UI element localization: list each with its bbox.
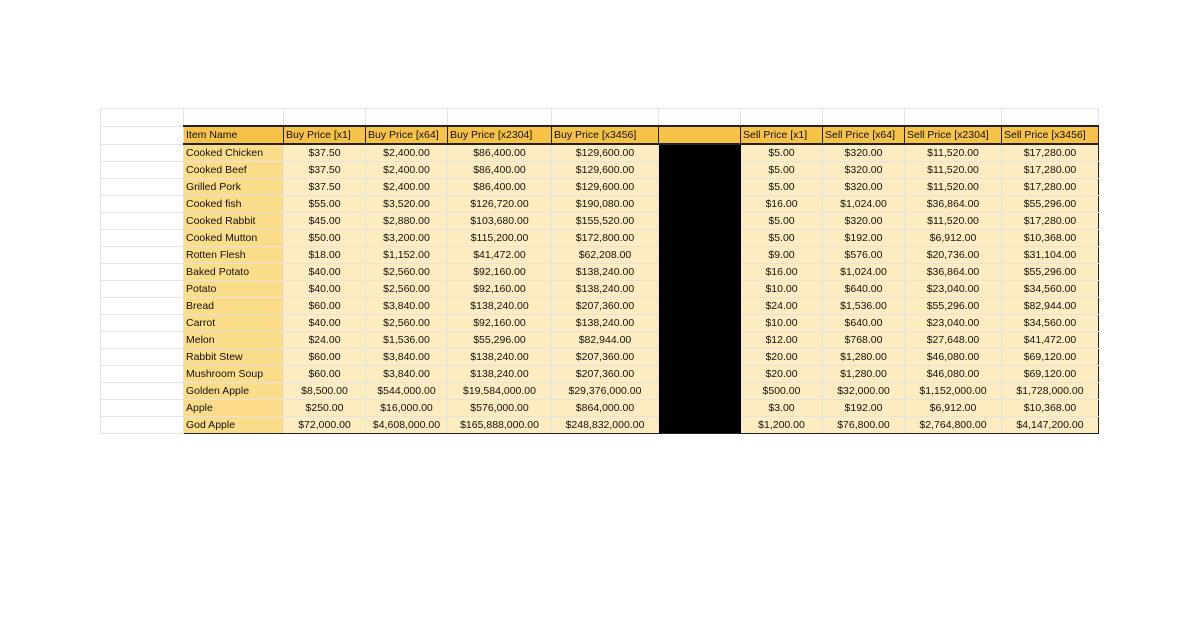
table-row — [101, 298, 1099, 315]
sell-price-cell[interactable]: $320.00 — [823, 179, 905, 196]
buy-price-cell[interactable]: $62,208.00 — [552, 247, 659, 264]
table-row — [101, 400, 1099, 417]
buy-price-cell[interactable]: $2,560.00 — [366, 315, 448, 332]
sell-price-cell[interactable]: $11,520.00 — [905, 144, 1002, 162]
table-row — [101, 332, 1099, 349]
blacked-out-cell[interactable] — [659, 281, 741, 298]
empty-cell[interactable] — [448, 109, 552, 127]
item-name-cell[interactable]: Potato — [184, 281, 284, 298]
sell-price-cell[interactable]: $76,800.00 — [823, 417, 905, 434]
empty-cell[interactable] — [101, 400, 184, 417]
buy-price-cell[interactable]: $2,560.00 — [366, 281, 448, 298]
empty-cell[interactable] — [101, 349, 184, 366]
empty-cell[interactable] — [905, 109, 1002, 127]
empty-cell[interactable] — [101, 315, 184, 332]
sell-price-cell[interactable]: $5.00 — [741, 213, 823, 230]
item-name-cell[interactable]: Apple — [184, 400, 284, 417]
blacked-out-cell[interactable] — [659, 247, 741, 264]
buy-price-cell[interactable]: $86,400.00 — [448, 162, 552, 179]
buy-price-cell[interactable]: $172,800.00 — [552, 230, 659, 247]
empty-grid-row — [101, 109, 1099, 127]
sell-price-cell[interactable]: $500.00 — [741, 383, 823, 400]
buy-price-cell[interactable]: $165,888,000.00 — [448, 417, 552, 434]
empty-cell[interactable] — [741, 109, 823, 127]
buy-price-cell[interactable]: $55,296.00 — [448, 332, 552, 349]
empty-cell[interactable] — [366, 109, 448, 127]
sell-price-cell[interactable]: $10,368.00 — [1002, 400, 1099, 417]
buy-price-cell[interactable]: $3,840.00 — [366, 349, 448, 366]
buy-price-cell[interactable]: $41,472.00 — [448, 247, 552, 264]
sell-price-cell[interactable]: $2,764,800.00 — [905, 417, 1002, 434]
empty-cell[interactable] — [1002, 109, 1099, 127]
sell-price-cell[interactable]: $34,560.00 — [1002, 315, 1099, 332]
item-name-cell[interactable]: Cooked Mutton — [184, 230, 284, 247]
sell-price-cell[interactable]: $320.00 — [823, 162, 905, 179]
sell-price-cell[interactable]: $46,080.00 — [905, 366, 1002, 383]
empty-cell[interactable] — [284, 109, 366, 127]
empty-cell[interactable] — [101, 417, 184, 434]
table-row — [101, 366, 1099, 383]
sell-price-cell[interactable]: $6,912.00 — [905, 230, 1002, 247]
sell-price-cell[interactable]: $41,472.00 — [1002, 332, 1099, 349]
buy-price-cell[interactable]: $92,160.00 — [448, 264, 552, 281]
column-header[interactable]: Buy Price [x1] — [284, 126, 366, 144]
sell-price-cell[interactable]: $55,296.00 — [905, 298, 1002, 315]
sell-price-cell[interactable]: $5.00 — [741, 144, 823, 162]
buy-price-cell[interactable]: $1,152.00 — [366, 247, 448, 264]
sell-price-cell[interactable]: $5.00 — [741, 230, 823, 247]
buy-price-cell[interactable]: $86,400.00 — [448, 144, 552, 162]
buy-price-cell[interactable]: $864,000.00 — [552, 400, 659, 417]
sell-price-cell[interactable]: $4,147,200.00 — [1002, 417, 1099, 434]
item-name-cell[interactable]: Cooked Rabbit — [184, 213, 284, 230]
buy-price-cell[interactable]: $60.00 — [284, 298, 366, 315]
column-header[interactable]: Item Name — [184, 126, 284, 144]
sell-price-cell[interactable]: $17,280.00 — [1002, 144, 1099, 162]
sell-price-cell[interactable]: $20.00 — [741, 366, 823, 383]
item-name-cell[interactable]: Cooked Beef — [184, 162, 284, 179]
buy-price-cell[interactable]: $92,160.00 — [448, 315, 552, 332]
empty-cell[interactable] — [101, 213, 184, 230]
sell-price-cell[interactable]: $36,864.00 — [905, 196, 1002, 213]
sell-price-cell[interactable]: $10.00 — [741, 315, 823, 332]
sell-price-cell[interactable]: $576.00 — [823, 247, 905, 264]
buy-price-cell[interactable]: $92,160.00 — [448, 281, 552, 298]
sell-price-cell[interactable]: $17,280.00 — [1002, 179, 1099, 196]
buy-price-cell[interactable]: $2,560.00 — [366, 264, 448, 281]
sell-price-cell[interactable]: $640.00 — [823, 281, 905, 298]
table-row — [101, 247, 1099, 264]
sell-price-cell[interactable]: $20,736.00 — [905, 247, 1002, 264]
blacked-out-cell[interactable] — [659, 179, 741, 196]
buy-price-cell[interactable]: $138,240.00 — [552, 264, 659, 281]
blacked-out-cell[interactable] — [659, 264, 741, 281]
column-header[interactable] — [659, 126, 741, 144]
sell-price-cell[interactable]: $16.00 — [741, 196, 823, 213]
column-header[interactable]: Buy Price [x3456] — [552, 126, 659, 144]
buy-price-cell[interactable]: $138,240.00 — [552, 315, 659, 332]
sell-price-cell[interactable]: $23,040.00 — [905, 315, 1002, 332]
buy-price-cell[interactable]: $190,080.00 — [552, 196, 659, 213]
buy-price-cell[interactable]: $8,500.00 — [284, 383, 366, 400]
sell-price-cell[interactable]: $1,152,000.00 — [905, 383, 1002, 400]
sell-price-cell[interactable]: $320.00 — [823, 144, 905, 162]
sell-price-cell[interactable]: $20.00 — [741, 349, 823, 366]
sell-price-cell[interactable]: $31,104.00 — [1002, 247, 1099, 264]
buy-price-cell[interactable]: $1,536.00 — [366, 332, 448, 349]
sell-price-cell[interactable]: $6,912.00 — [905, 400, 1002, 417]
sell-price-cell[interactable]: $46,080.00 — [905, 349, 1002, 366]
empty-cell[interactable] — [101, 196, 184, 213]
item-name-cell[interactable]: Melon — [184, 332, 284, 349]
sell-price-cell[interactable]: $55,296.00 — [1002, 196, 1099, 213]
buy-price-cell[interactable]: $86,400.00 — [448, 179, 552, 196]
buy-price-cell[interactable]: $3,520.00 — [366, 196, 448, 213]
buy-price-cell[interactable]: $40.00 — [284, 281, 366, 298]
blacked-out-cell[interactable] — [659, 332, 741, 349]
sell-price-cell[interactable]: $23,040.00 — [905, 281, 1002, 298]
buy-price-cell[interactable]: $2,400.00 — [366, 179, 448, 196]
buy-price-cell[interactable]: $60.00 — [284, 366, 366, 383]
empty-cell[interactable] — [101, 126, 184, 144]
item-name-cell[interactable]: Bread — [184, 298, 284, 315]
item-name-cell[interactable]: Rabbit Stew — [184, 349, 284, 366]
buy-price-cell[interactable]: $250.00 — [284, 400, 366, 417]
buy-price-cell[interactable]: $129,600.00 — [552, 144, 659, 162]
empty-cell[interactable] — [101, 264, 184, 281]
buy-price-cell[interactable]: $103,680.00 — [448, 213, 552, 230]
buy-price-cell[interactable]: $2,880.00 — [366, 213, 448, 230]
buy-price-cell[interactable]: $37.50 — [284, 179, 366, 196]
buy-price-cell[interactable]: $126,720.00 — [448, 196, 552, 213]
item-name-cell[interactable]: Grilled Pork — [184, 179, 284, 196]
sell-price-cell[interactable]: $5.00 — [741, 179, 823, 196]
sell-price-cell[interactable]: $16.00 — [741, 264, 823, 281]
empty-cell[interactable] — [101, 162, 184, 179]
sell-price-cell[interactable]: $1,728,000.00 — [1002, 383, 1099, 400]
buy-price-cell[interactable]: $82,944.00 — [552, 332, 659, 349]
sell-price-cell[interactable]: $1,280.00 — [823, 349, 905, 366]
empty-cell[interactable] — [101, 247, 184, 264]
buy-price-cell[interactable]: $55.00 — [284, 196, 366, 213]
table-row — [101, 162, 1099, 179]
sell-price-cell[interactable]: $69,120.00 — [1002, 366, 1099, 383]
table-row — [101, 281, 1099, 298]
sell-price-cell[interactable]: $1,536.00 — [823, 298, 905, 315]
item-name-cell[interactable]: God Apple — [184, 417, 284, 434]
buy-price-cell[interactable]: $3,840.00 — [366, 298, 448, 315]
empty-cell[interactable] — [101, 332, 184, 349]
buy-price-cell[interactable]: $115,200.00 — [448, 230, 552, 247]
item-name-cell[interactable]: Baked Potato — [184, 264, 284, 281]
table-row — [101, 144, 1099, 162]
sell-price-cell[interactable]: $12.00 — [741, 332, 823, 349]
blacked-out-cell[interactable] — [659, 349, 741, 366]
buy-price-cell[interactable]: $2,400.00 — [366, 162, 448, 179]
blacked-out-cell[interactable] — [659, 383, 741, 400]
sell-price-cell[interactable]: $11,520.00 — [905, 162, 1002, 179]
empty-cell[interactable] — [101, 298, 184, 315]
sell-price-cell[interactable]: $10,368.00 — [1002, 230, 1099, 247]
sell-price-cell[interactable]: $36,864.00 — [905, 264, 1002, 281]
buy-price-cell[interactable]: $29,376,000.00 — [552, 383, 659, 400]
buy-price-cell[interactable]: $16,000.00 — [366, 400, 448, 417]
buy-price-cell[interactable]: $129,600.00 — [552, 162, 659, 179]
empty-cell[interactable] — [101, 179, 184, 196]
item-name-cell[interactable]: Rotten Flesh — [184, 247, 284, 264]
buy-price-cell[interactable]: $50.00 — [284, 230, 366, 247]
table-row — [101, 179, 1099, 196]
header-row — [101, 126, 1099, 144]
sell-price-cell[interactable]: $82,944.00 — [1002, 298, 1099, 315]
buy-price-cell[interactable]: $138,240.00 — [448, 366, 552, 383]
blacked-out-cell[interactable] — [659, 162, 741, 179]
buy-price-cell[interactable]: $40.00 — [284, 264, 366, 281]
sell-price-cell[interactable]: $9.00 — [741, 247, 823, 264]
buy-price-cell[interactable]: $72,000.00 — [284, 417, 366, 434]
blacked-out-cell[interactable] — [659, 366, 741, 383]
empty-cell[interactable] — [101, 109, 184, 127]
blacked-out-cell[interactable] — [659, 230, 741, 247]
price-table — [100, 108, 1099, 434]
buy-price-cell[interactable]: $129,600.00 — [552, 179, 659, 196]
sell-price-cell[interactable]: $17,280.00 — [1002, 213, 1099, 230]
item-name-cell[interactable]: Cooked Chicken — [184, 144, 284, 162]
sell-price-cell[interactable]: $17,280.00 — [1002, 162, 1099, 179]
buy-price-cell[interactable]: $576,000.00 — [448, 400, 552, 417]
buy-price-cell[interactable]: $4,608,000.00 — [366, 417, 448, 434]
buy-price-cell[interactable]: $138,240.00 — [448, 349, 552, 366]
blacked-out-cell[interactable] — [659, 213, 741, 230]
empty-cell[interactable] — [101, 383, 184, 400]
sell-price-cell[interactable]: $3.00 — [741, 400, 823, 417]
item-name-cell[interactable]: Cooked fish — [184, 196, 284, 213]
buy-price-cell[interactable]: $37.50 — [284, 144, 366, 162]
sell-price-cell[interactable]: $320.00 — [823, 213, 905, 230]
table-row — [101, 383, 1099, 400]
sell-price-cell[interactable]: $55,296.00 — [1002, 264, 1099, 281]
blacked-out-cell[interactable] — [659, 400, 741, 417]
blacked-out-cell[interactable] — [659, 315, 741, 332]
buy-price-cell[interactable]: $248,832,000.00 — [552, 417, 659, 434]
sell-price-cell[interactable]: $1,280.00 — [823, 366, 905, 383]
empty-cell[interactable] — [101, 144, 184, 162]
buy-price-cell[interactable]: $60.00 — [284, 349, 366, 366]
sell-price-cell[interactable]: $24.00 — [741, 298, 823, 315]
buy-price-cell[interactable]: $3,840.00 — [366, 366, 448, 383]
item-name-cell[interactable]: Golden Apple — [184, 383, 284, 400]
sell-price-cell[interactable]: $32,000.00 — [823, 383, 905, 400]
buy-price-cell[interactable]: $207,360.00 — [552, 349, 659, 366]
column-header[interactable]: Sell Price [x64] — [823, 126, 905, 144]
buy-price-cell[interactable]: $18.00 — [284, 247, 366, 264]
sell-price-cell[interactable]: $192.00 — [823, 400, 905, 417]
item-name-cell[interactable]: Mushroom Soup — [184, 366, 284, 383]
table-row — [101, 264, 1099, 281]
blacked-out-cell[interactable] — [659, 144, 741, 162]
buy-price-cell[interactable]: $138,240.00 — [448, 298, 552, 315]
sell-price-cell[interactable]: $11,520.00 — [905, 213, 1002, 230]
buy-price-cell[interactable]: $3,200.00 — [366, 230, 448, 247]
table-row — [101, 417, 1099, 434]
sell-price-cell[interactable]: $27,648.00 — [905, 332, 1002, 349]
buy-price-cell[interactable]: $19,584,000.00 — [448, 383, 552, 400]
buy-price-cell[interactable]: $544,000.00 — [366, 383, 448, 400]
buy-price-cell[interactable]: $155,520.00 — [552, 213, 659, 230]
buy-price-cell[interactable]: $24.00 — [284, 332, 366, 349]
sell-price-cell[interactable]: $1,200.00 — [741, 417, 823, 434]
sell-price-cell[interactable]: $10.00 — [741, 281, 823, 298]
sell-price-cell[interactable]: $1,024.00 — [823, 264, 905, 281]
blacked-out-cell[interactable] — [659, 298, 741, 315]
buy-price-cell[interactable]: $138,240.00 — [552, 281, 659, 298]
sell-price-cell[interactable]: $34,560.00 — [1002, 281, 1099, 298]
buy-price-cell[interactable]: $37.50 — [284, 162, 366, 179]
table-row — [101, 315, 1099, 332]
empty-cell[interactable] — [184, 109, 284, 127]
sell-price-cell[interactable]: $69,120.00 — [1002, 349, 1099, 366]
empty-cell[interactable] — [101, 366, 184, 383]
table-row — [101, 349, 1099, 366]
table-row — [101, 230, 1099, 247]
column-header[interactable]: Buy Price [x64] — [366, 126, 448, 144]
column-header[interactable]: Sell Price [x2304] — [905, 126, 1002, 144]
blacked-out-cell[interactable] — [659, 196, 741, 213]
table-row — [101, 213, 1099, 230]
sell-price-cell[interactable]: $768.00 — [823, 332, 905, 349]
empty-cell[interactable] — [823, 109, 905, 127]
empty-cell[interactable] — [552, 109, 659, 127]
sell-price-cell[interactable]: $192.00 — [823, 230, 905, 247]
column-header[interactable]: Sell Price [x1] — [741, 126, 823, 144]
buy-price-cell[interactable]: $207,360.00 — [552, 298, 659, 315]
blacked-out-cell[interactable] — [659, 417, 741, 434]
empty-cell[interactable] — [659, 109, 741, 127]
empty-cell[interactable] — [101, 230, 184, 247]
sell-price-cell[interactable]: $11,520.00 — [905, 179, 1002, 196]
column-header[interactable]: Buy Price [x2304] — [448, 126, 552, 144]
buy-price-cell[interactable]: $40.00 — [284, 315, 366, 332]
column-header[interactable]: Sell Price [x3456] — [1002, 126, 1099, 144]
buy-price-cell[interactable]: $207,360.00 — [552, 366, 659, 383]
buy-price-cell[interactable]: $2,400.00 — [366, 144, 448, 162]
sell-price-cell[interactable]: $640.00 — [823, 315, 905, 332]
item-name-cell[interactable]: Carrot — [184, 315, 284, 332]
empty-cell[interactable] — [101, 281, 184, 298]
sell-price-cell[interactable]: $5.00 — [741, 162, 823, 179]
buy-price-cell[interactable]: $45.00 — [284, 213, 366, 230]
sell-price-cell[interactable]: $1,024.00 — [823, 196, 905, 213]
table-row — [101, 196, 1099, 213]
